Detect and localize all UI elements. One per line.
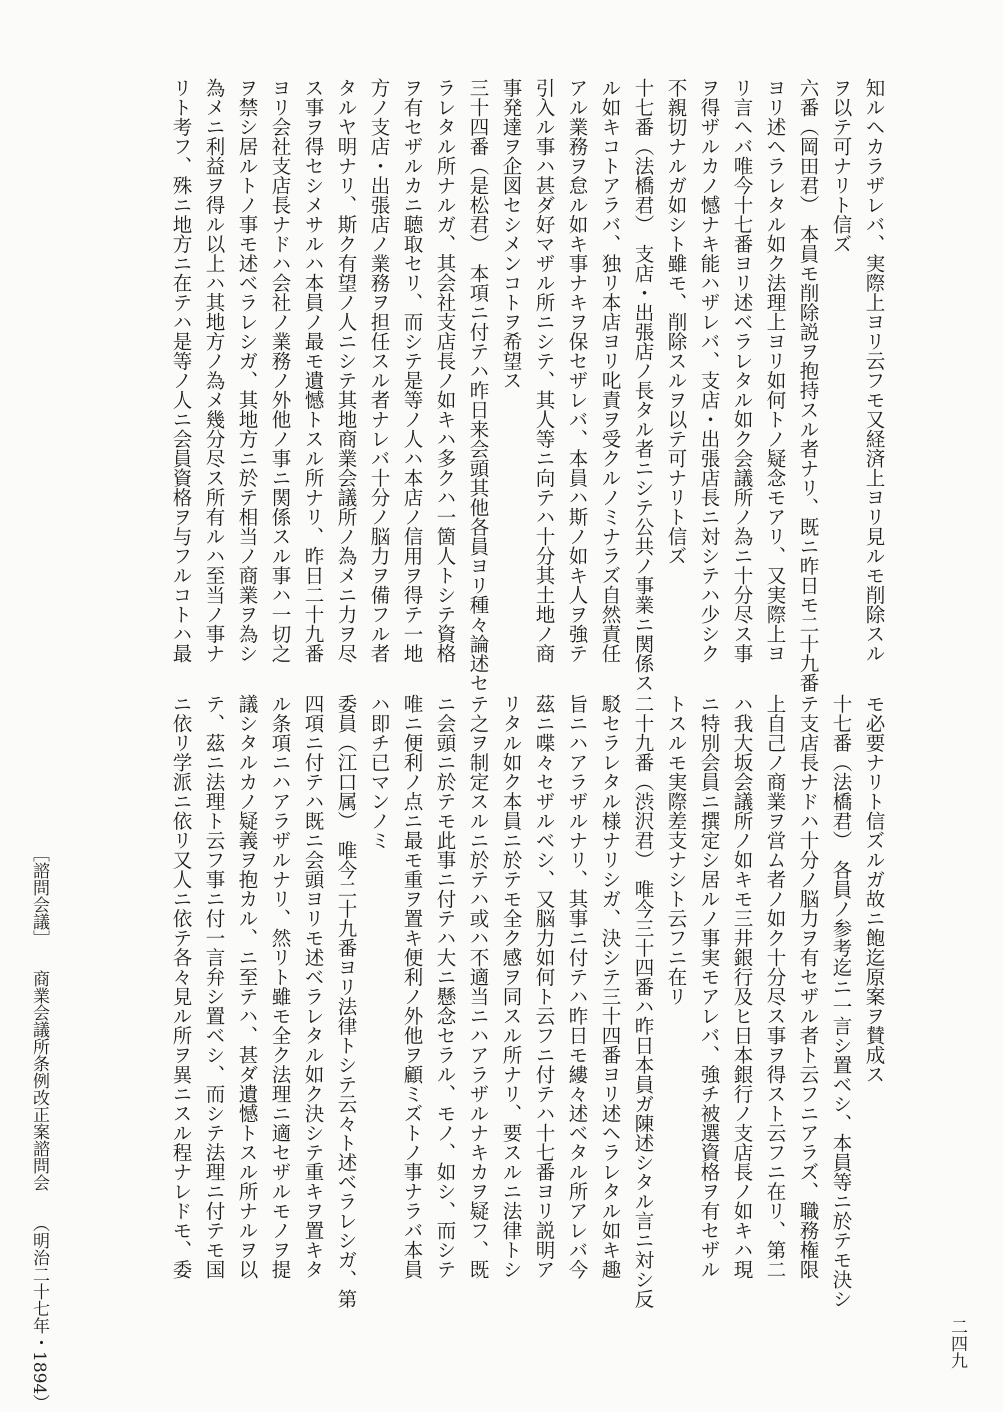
text-column: リタル如ク本員ニ於テモ全ク感ヲ同スル所ナリ、要スルニ法律トシ (499, 694, 523, 1279)
text-column: リ言ヘバ唯今十七番ヨリ述ベラレタル如ク会議所ノ為ニ十分尽ス事 (730, 78, 754, 663)
text-column: 茲ニ喋々セザルベシ、又脳力如何ト云フニ付テハ十七番ヨリ説明ア (532, 694, 556, 1279)
text-column: 委員（江口属） 唯今二十九番ヨリ法律トシテ云々ト述ベラレシガ、第 (334, 694, 358, 1309)
text-column: トスルモ実際差支ナシト云フニ在リ (664, 694, 688, 1006)
text-column: ヲ有セザルカニ聴取セリ、而シテ是等ノ人ハ本店ノ信用ヲ得テ一地 (400, 78, 424, 663)
text-column: 六番（岡田君） 本員モ削除説ヲ抱持スル者ナリ、既ニ昨日モ二十九番 (796, 78, 820, 693)
text-column: 引入ル事ハ甚ダ好マザル所ニシテ、其人等ニ向テハ十分其土地ノ商 (532, 78, 556, 663)
text-column: ヲ禁シ居ルトノ事モ述ベラレシガ、其地方ニ於テ相当ノ商業ヲ為シ (235, 78, 259, 663)
text-column: 不親切ナルガ如シト雖モ、削除スルヲ以テ可ナリト信ズ (664, 78, 688, 566)
text-column: ニ会頭ニ於テモ此事ニ付テハ大ニ懸念セラル、モノ、如シ、而シテ (433, 694, 457, 1279)
text-column: 事発達ヲ企図セシメンコトヲ希望ス (499, 78, 523, 390)
header-title: 商業会議所条例改正案諮問会 (29, 970, 49, 1192)
text-column: リト考フ、殊ニ地方ニ在テハ是等ノ人ニ会員資格ヲ与フルコトハ最 (169, 78, 193, 663)
text-column: ニ依リ学派ニ依リ又人ニ依テ各々見ル所ヲ異ニスル程ナレドモ、委 (169, 694, 193, 1279)
text-column: 三十四番（是松君） 本項ニ付テハ昨日来会頭其他各員ヨリ種々論述セ (466, 78, 490, 693)
text-column: ヲ以テ可ナリト信ズ (829, 78, 853, 254)
text-column: 二十九番（渋沢君） 唯今三十四番ハ昨日本員ガ陳述シタル言ニ対シ反 (631, 694, 655, 1309)
text-column: 十七番（法橋君） 各員ノ参考迄ニ一言シ置ベシ、本員等ニ於テモ決シ (829, 694, 853, 1309)
text-column: ハ我大坂会議所ノ如キモ三井銀行及ヒ日本銀行ノ支店長ノ如キハ現 (730, 694, 754, 1279)
text-column: 十七番（法橋君） 支店・出張店ノ長タル者ニシテ公共ノ事業ニ関係ス (631, 78, 655, 693)
header-section: ［諮問会議］ (29, 845, 49, 947)
text-column: ハ即チ已マンノミ (367, 694, 391, 850)
text-column: ヨリ会社支店長ナドハ会社ノ業務ノ外他ノ事ニ関係スル事ハ一切之 (268, 78, 292, 663)
text-column: 上自己ノ商業ヲ営ム者ノ如ク十分尽ス事ヲ得スト云フニ在リ、第二 (763, 694, 787, 1279)
text-column: アル業務ヲ怠ル如キ事ナキヲ保セザレバ、本員ハ斯ノ如キ人ヲ強テ (565, 78, 589, 663)
text-column: ヲ得ザルカノ憾ナキ能ハザレバ、支店・出張店長ニ対シテハ少シク (697, 78, 721, 663)
text-column: 旨ニハアラザルナリ、其事ニ付テハ昨日モ縷々述ベタル所アレバ今 (565, 694, 589, 1279)
text-column: テ、茲ニ法理ト云フ事ニ付一言弁シ置ベシ、而シテ法理ニ付テモ国 (202, 694, 226, 1279)
text-column: ニ特別会員ニ撰定シ居ルノ事実モアレバ、強チ被選資格ヲ有セザル (697, 694, 721, 1279)
text-column: ル如キコトアラバ、独リ本店ヨリ叱責ヲ受クルノミナラズ自然責任 (598, 78, 622, 663)
text-column: ラレタル所ナルガ、其会社支店長ノ如キハ多クハ一箇人トシテ資格 (433, 78, 457, 663)
text-column: タルヤ明ナリ、斯ク有望ノ人ニシテ其地商業会議所ノ為メニ力ヲ尽 (334, 78, 358, 663)
text-column: 議シタルカノ疑義ヲ抱カル、ニ至テハ、甚ダ遺憾トスル所ナルヲ以 (235, 694, 259, 1279)
text-column: テ支店長ナドハ十分ノ脳力ヲ有セザル者ト云フニアラズ、職務権限 (796, 694, 820, 1279)
text-column: ス事ヲ得セシメサルハ本員ノ最モ遺憾トスル所ナリ、昨日二十九番 (301, 78, 325, 663)
text-column: 唯ニ便利ノ点ニ最モ重ヲ置キ便利ノ外他ヲ顧ミズトノ事ナラバ本員 (400, 694, 424, 1279)
running-header (30, 845, 47, 1411)
text-column: 為メニ利益ヲ得ル以上ハ其地方ノ為メ幾分尽ス所有ルハ至当ノ事ナ (202, 78, 226, 663)
text-column: 駁セラレタル様ナリシガ、決シテ三十四番ヨリ述ヘラレタル如キ趣 (598, 694, 622, 1279)
text-column: ル条項ニハアラザルナリ、然リト雖モ全ク法理ニ適セザルモノヲ提 (268, 694, 292, 1279)
page-number: 二四九 (947, 1318, 967, 1369)
text-column: ヨリ述ヘラレタル如ク法理上ヨリ如何トノ疑念モアリ、又実際上ヨ (763, 78, 787, 663)
text-column: テ之ヲ制定スルニ於テハ或ハ不適当ニハアラザルナキカヲ疑フ、既 (466, 694, 490, 1279)
header-date: （明治二十七年・1894） (29, 1214, 49, 1412)
text-column: 方ノ支店・出張店ノ業務ヲ担任スル者ナレバ十分ノ脳力ヲ備フル者 (367, 78, 391, 663)
text-column: モ必要ナリト信ズルガ故ニ飽迄原案ヲ賛成ス (862, 694, 886, 1084)
text-column: 四項ニ付テハ既ニ会頭ヨリモ述ベラレタル如ク決シテ重キヲ置キタ (301, 694, 325, 1279)
text-column: 知ルヘカラザレバ、実際上ヨリ云フモ又経済上ヨリ見ルモ削除スル (862, 78, 886, 663)
